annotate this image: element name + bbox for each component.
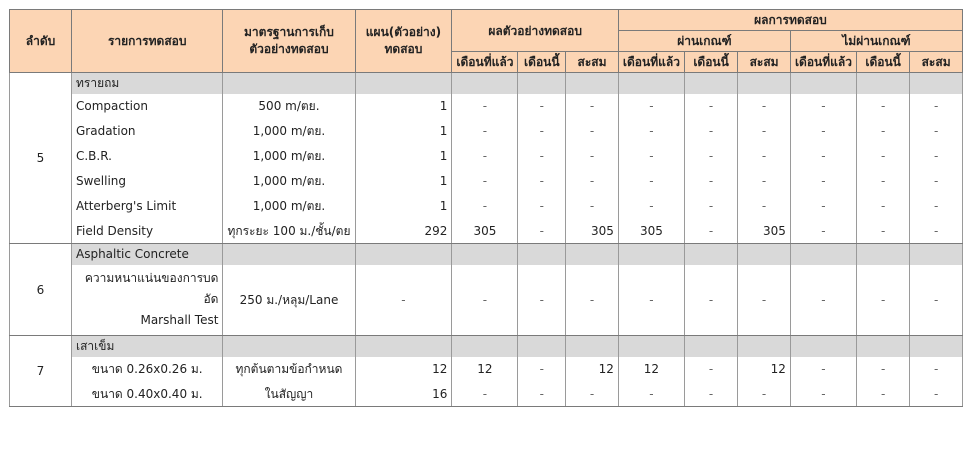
row-seq-number: 5 xyxy=(10,73,72,244)
section-fill-cell xyxy=(518,336,566,357)
value-cell-p-cum: 305 xyxy=(738,219,791,244)
sampling-standard: ทุกต้นตามข้อกำหนด xyxy=(223,357,355,382)
section-title: ทรายถม xyxy=(71,73,222,94)
section-fill-cell xyxy=(910,73,963,94)
test-item: ขนาด 0.40x0.40 ม. xyxy=(71,382,222,407)
sampling-standard: 1,000 m/ตย. xyxy=(223,144,355,169)
section-title: Asphaltic Concrete xyxy=(71,244,222,265)
value-cell-s-last: 12 xyxy=(452,357,518,382)
header-plan-line2: ทดสอบ xyxy=(384,42,423,56)
header-standard-line1: มาตรฐานการเก็บ xyxy=(244,24,334,39)
value-cell-p-cum: - xyxy=(738,119,791,144)
value-cell-p-this: - xyxy=(684,94,737,119)
value-cell-s-cum: 305 xyxy=(566,219,619,244)
section-fill-cell xyxy=(790,244,856,265)
section-fill-cell xyxy=(684,73,737,94)
test-item-line2: Marshall Test xyxy=(140,313,219,328)
section-fill-cell xyxy=(355,336,452,357)
plan-value: 1 xyxy=(355,194,452,219)
value-cell-f-last: - xyxy=(790,265,856,336)
sampling-standard: 1,000 m/ตย. xyxy=(223,119,355,144)
value-cell-s-this: - xyxy=(518,169,566,194)
test-item: Gradation xyxy=(71,119,222,144)
value-cell-s-cum: - xyxy=(566,144,619,169)
section-fill-cell xyxy=(355,244,452,265)
value-cell-p-this: - xyxy=(684,169,737,194)
section-fill-cell xyxy=(618,244,684,265)
row-seq-number: 6 xyxy=(10,244,72,336)
value-cell-p-cum: 12 xyxy=(738,357,791,382)
value-cell-f-this: - xyxy=(856,144,909,169)
value-cell-p-cum: - xyxy=(738,265,791,336)
value-cell-f-cum: - xyxy=(910,357,963,382)
section-fill-cell xyxy=(223,73,355,94)
value-cell-p-this: - xyxy=(684,144,737,169)
value-cell-p-last: - xyxy=(618,119,684,144)
header-item: รายการทดสอบ xyxy=(71,10,222,73)
value-cell-s-last: - xyxy=(452,194,518,219)
value-cell-f-this: - xyxy=(856,119,909,144)
section-fill-cell xyxy=(223,336,355,357)
value-cell-s-cum: - xyxy=(566,382,619,407)
section-fill-cell xyxy=(910,336,963,357)
section-fill-cell xyxy=(684,244,737,265)
header-pass-cumulative: สะสม xyxy=(738,52,791,73)
header-standard xyxy=(223,10,355,73)
table-row xyxy=(10,265,963,336)
value-cell-s-this: - xyxy=(518,94,566,119)
value-cell-s-last: - xyxy=(452,119,518,144)
plan-value: 1 xyxy=(355,169,452,194)
value-cell-f-last: - xyxy=(790,357,856,382)
section-fill-cell xyxy=(790,73,856,94)
value-cell-p-last: - xyxy=(618,265,684,336)
sampling-standard: ทุกระยะ 100 ม./ชั้น/ตย xyxy=(223,219,355,244)
value-cell-f-last: - xyxy=(790,219,856,244)
table-row xyxy=(10,94,963,119)
value-cell-f-this: - xyxy=(856,194,909,219)
value-cell-p-this: - xyxy=(684,119,737,144)
table-row xyxy=(10,119,963,144)
plan-value: 292 xyxy=(355,219,452,244)
test-item: Swelling xyxy=(71,169,222,194)
test-item: ขนาด 0.26x0.26 ม. xyxy=(71,357,222,382)
section-fill-cell xyxy=(856,73,909,94)
header-plan xyxy=(355,10,452,73)
value-cell-p-last: - xyxy=(618,144,684,169)
section-fill-cell xyxy=(684,336,737,357)
header-pass-last-month: เดือนที่แล้ว xyxy=(618,52,684,73)
value-cell-p-cum: - xyxy=(738,382,791,407)
value-cell-f-last: - xyxy=(790,169,856,194)
header-fail-cumulative: สะสม xyxy=(910,52,963,73)
section-fill-cell xyxy=(223,244,355,265)
section-fill-cell xyxy=(518,244,566,265)
value-cell-p-this: - xyxy=(684,219,737,244)
value-cell-s-cum: - xyxy=(566,265,619,336)
sampling-standard: ในสัญญา xyxy=(223,382,355,407)
header-samples: ผลตัวอย่างทดสอบ xyxy=(452,10,619,52)
test-item: Compaction xyxy=(71,94,222,119)
plan-value: 1 xyxy=(355,94,452,119)
value-cell-f-this: - xyxy=(856,94,909,119)
plan-value: 16 xyxy=(355,382,452,407)
section-fill-cell xyxy=(790,336,856,357)
value-cell-f-this: - xyxy=(856,169,909,194)
value-cell-f-this: - xyxy=(856,357,909,382)
header-plan-line1: แผน(ตัวอย่าง) xyxy=(365,24,442,39)
test-item: C.B.R. xyxy=(71,144,222,169)
section-row xyxy=(10,73,963,94)
plan-value: - xyxy=(355,265,452,336)
value-cell-s-last: - xyxy=(452,144,518,169)
value-cell-s-last: - xyxy=(452,382,518,407)
table-row xyxy=(10,194,963,219)
value-cell-p-last: 12 xyxy=(618,357,684,382)
value-cell-f-cum: - xyxy=(910,382,963,407)
section-fill-cell xyxy=(738,336,791,357)
table-header xyxy=(10,10,963,73)
value-cell-p-cum: - xyxy=(738,169,791,194)
header-pass: ผ่านเกณฑ์ xyxy=(618,31,790,52)
value-cell-f-cum: - xyxy=(910,119,963,144)
value-cell-f-last: - xyxy=(790,144,856,169)
value-cell-s-this: - xyxy=(518,357,566,382)
section-fill-cell xyxy=(566,73,619,94)
value-cell-p-last: - xyxy=(618,94,684,119)
header-seq: ลำดับ xyxy=(10,10,72,73)
value-cell-s-last: - xyxy=(452,169,518,194)
value-cell-s-this: - xyxy=(518,144,566,169)
value-cell-s-last: - xyxy=(452,265,518,336)
value-cell-f-last: - xyxy=(790,382,856,407)
value-cell-s-cum: - xyxy=(566,169,619,194)
value-cell-f-cum: - xyxy=(910,265,963,336)
section-fill-cell xyxy=(566,336,619,357)
value-cell-s-this: - xyxy=(518,194,566,219)
header-pass-this-month: เดือนนี้ xyxy=(684,52,737,73)
section-fill-cell xyxy=(452,244,518,265)
value-cell-f-last: - xyxy=(790,194,856,219)
section-fill-cell xyxy=(856,244,909,265)
plan-value: 12 xyxy=(355,357,452,382)
section-fill-cell xyxy=(518,73,566,94)
value-cell-p-this: - xyxy=(684,357,737,382)
table-row xyxy=(10,219,963,244)
header-fail-this-month: เดือนนี้ xyxy=(856,52,909,73)
table-row xyxy=(10,382,963,407)
sampling-standard: 1,000 m/ตย. xyxy=(223,169,355,194)
header-samples-this-month: เดือนนี้ xyxy=(518,52,566,73)
test-item-line1: ความหนาแน่นของการบดอัด xyxy=(84,271,219,307)
section-fill-cell xyxy=(856,336,909,357)
test-item xyxy=(71,265,222,336)
plan-value: 1 xyxy=(355,119,452,144)
value-cell-p-last: - xyxy=(618,194,684,219)
row-seq-number: 7 xyxy=(10,336,72,407)
section-row xyxy=(10,336,963,357)
value-cell-p-this: - xyxy=(684,194,737,219)
test-item: Field Density xyxy=(71,219,222,244)
test-item: Atterberg's Limit xyxy=(71,194,222,219)
section-fill-cell xyxy=(618,73,684,94)
value-cell-p-this: - xyxy=(684,265,737,336)
value-cell-p-cum: - xyxy=(738,144,791,169)
value-cell-p-last: 305 xyxy=(618,219,684,244)
value-cell-s-cum: - xyxy=(566,194,619,219)
test-results-table xyxy=(9,9,963,407)
value-cell-f-this: - xyxy=(856,219,909,244)
value-cell-s-this: - xyxy=(518,265,566,336)
section-row xyxy=(10,244,963,265)
value-cell-p-cum: - xyxy=(738,194,791,219)
table-body xyxy=(10,73,963,407)
table-row xyxy=(10,169,963,194)
value-cell-s-last: - xyxy=(452,94,518,119)
plan-value: 1 xyxy=(355,144,452,169)
value-cell-f-cum: - xyxy=(910,169,963,194)
value-cell-f-this: - xyxy=(856,265,909,336)
header-results: ผลการทดสอบ xyxy=(618,10,962,31)
section-fill-cell xyxy=(355,73,452,94)
value-cell-s-this: - xyxy=(518,219,566,244)
value-cell-f-last: - xyxy=(790,94,856,119)
section-fill-cell xyxy=(452,73,518,94)
header-standard-line2: ตัวอย่างทดสอบ xyxy=(249,42,329,56)
section-fill-cell xyxy=(618,336,684,357)
value-cell-s-cum: - xyxy=(566,94,619,119)
test-results-table-wrapper xyxy=(9,9,963,407)
value-cell-f-cum: - xyxy=(910,219,963,244)
section-fill-cell xyxy=(738,244,791,265)
section-title: เสาเข็ม xyxy=(71,336,222,357)
value-cell-f-cum: - xyxy=(910,144,963,169)
value-cell-s-this: - xyxy=(518,382,566,407)
table-row xyxy=(10,357,963,382)
sampling-standard: 1,000 m/ตย. xyxy=(223,194,355,219)
section-fill-cell xyxy=(738,73,791,94)
value-cell-s-last: 305 xyxy=(452,219,518,244)
value-cell-f-this: - xyxy=(856,382,909,407)
sampling-standard: 500 m/ตย. xyxy=(223,94,355,119)
section-fill-cell xyxy=(910,244,963,265)
header-samples-last-month: เดือนที่แล้ว xyxy=(452,52,518,73)
value-cell-s-this: - xyxy=(518,119,566,144)
value-cell-f-cum: - xyxy=(910,94,963,119)
header-fail-last-month: เดือนที่แล้ว xyxy=(790,52,856,73)
value-cell-p-last: - xyxy=(618,382,684,407)
value-cell-p-this: - xyxy=(684,382,737,407)
value-cell-f-cum: - xyxy=(910,194,963,219)
value-cell-p-last: - xyxy=(618,169,684,194)
section-fill-cell xyxy=(566,244,619,265)
section-fill-cell xyxy=(452,336,518,357)
header-fail: ไม่ผ่านเกณฑ์ xyxy=(790,31,962,52)
table-row xyxy=(10,144,963,169)
sampling-standard: 250 ม./หลุม/Lane xyxy=(223,265,355,336)
value-cell-s-cum: - xyxy=(566,119,619,144)
header-samples-cumulative: สะสม xyxy=(566,52,619,73)
value-cell-p-cum: - xyxy=(738,94,791,119)
value-cell-s-cum: 12 xyxy=(566,357,619,382)
value-cell-f-last: - xyxy=(790,119,856,144)
